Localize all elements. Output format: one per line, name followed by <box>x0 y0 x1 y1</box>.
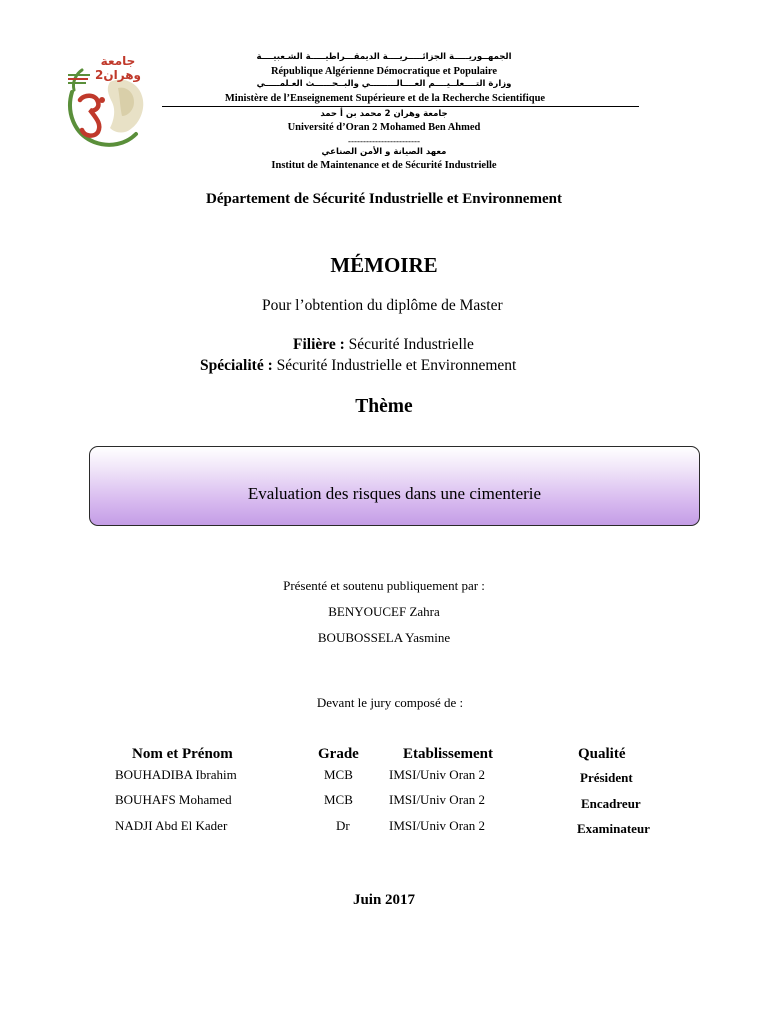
header-french-university: Université d’Oran 2 Mohamed Ben Ahmed <box>287 122 481 133</box>
specialite-line <box>200 357 516 375</box>
header-divider <box>162 106 639 107</box>
jury-intro: Devant le jury composé de : <box>316 695 464 710</box>
jury-header-quality: Qualité <box>578 746 626 762</box>
logo-arabic-name: جامعة وهران2 <box>95 54 141 82</box>
student-name: BENYOUCEF Zahra <box>328 604 440 619</box>
specialite-label: Spécialité : <box>200 357 273 374</box>
jury-member-name: NADJI Abd El Kader <box>115 818 228 833</box>
header-french-republic: République Algérienne Démocratique et Populaire <box>270 66 498 77</box>
filiere-label: Filière : <box>293 336 345 353</box>
jury-member-quality: Président <box>580 770 633 785</box>
theme-title: Evaluation des risques dans une cimenterie <box>247 484 542 503</box>
theme-heading: Thème <box>355 396 413 417</box>
filiere-line <box>293 336 474 354</box>
presentation-intro: Présenté et soutenu publiquement par : <box>283 578 485 593</box>
document-type: MÉMOIRE <box>330 253 438 277</box>
filiere-value: Sécurité Industrielle <box>344 336 474 353</box>
department-title: Département de Sécurité Industrielle et Environnement <box>206 191 562 207</box>
jury-member-quality: Encadreur <box>581 796 641 811</box>
student-name: BOUBOSSELA Yasmine <box>317 630 451 645</box>
header-french-ministry: Ministère de l’Enseignement Supérieure et de la Recherche Scientifique <box>224 93 546 104</box>
jury-member-name: BOUHAFS Mohamed <box>115 792 232 807</box>
jury-member-establishment: IMSI/Univ Oran 2 <box>389 818 486 833</box>
header-french-institute: Institut de Maintenance et de Sécurité Industrielle <box>271 160 497 171</box>
jury-member-establishment: IMSI/Univ Oran 2 <box>389 767 486 782</box>
header-arabic-university: جامعة وهران 2 محمد بن أ حمد <box>320 109 448 119</box>
theme-box <box>89 446 700 526</box>
jury-member-grade: MCB <box>324 792 353 807</box>
jury-member-grade: MCB <box>324 767 353 782</box>
jury-member-quality: Examinateur <box>577 821 650 836</box>
defense-date: Juin 2017 <box>352 892 416 908</box>
jury-member-name: BOUHADIBA Ibrahim <box>115 767 237 782</box>
header-separator: ------------------------ <box>348 136 420 146</box>
header-arabic-ministry: وزارة التــــعلــيــــم العــــالـــــــــي والبــحــــــث العـلمـــــي <box>256 79 512 89</box>
jury-header-establishment: Etablissement <box>403 746 493 762</box>
specialite-value: Sécurité Industrielle et Environnement <box>272 357 517 374</box>
obtention-line: Pour l’obtention du diplôme de Master <box>262 297 503 314</box>
jury-header-grade: Grade <box>318 746 359 762</box>
jury-member-grade: Dr <box>336 818 350 833</box>
jury-member-establishment: IMSI/Univ Oran 2 <box>389 792 486 807</box>
header-arabic-institute: معهد الصيانة و الأمن الصناعي <box>321 147 447 157</box>
university-logo <box>62 52 154 148</box>
header-arabic-republic: الجمهــوريـــــة الجزائـــــريــــة الديمقـــراطيـــــة الشـعبيــــة <box>256 52 512 62</box>
jury-header-name: Nom et Prénom <box>132 746 233 762</box>
